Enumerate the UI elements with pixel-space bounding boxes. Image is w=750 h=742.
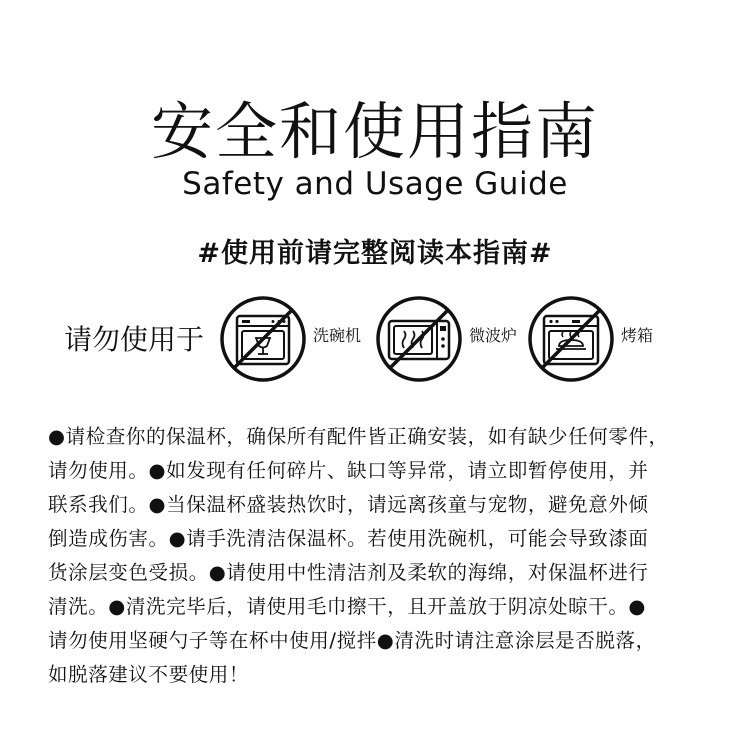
dishwasher-prohibited-icon — [218, 294, 308, 384]
oven-prohibited-icon — [526, 294, 616, 384]
instruction-line: ●请检查你的保温杯，确保所有配件皆正确安装，如有缺少任何零件， — [48, 425, 669, 448]
microwave-prohibited-icon — [374, 294, 464, 384]
appliance-label-microwave: 微波炉 — [469, 326, 518, 345]
instruction-line: 请勿使用。●如发现有任何碎片、缺口等异常，请立即暂停使用，并 — [48, 459, 649, 482]
do-not-use-section — [0, 294, 750, 384]
read-notice: #使用前请完整阅读本指南# — [197, 238, 553, 269]
page-subtitle: Safety and Usage Guide — [182, 166, 568, 202]
instruction-line: 清洗。●清洗完毕后，请使用毛巾擦干，且开盖放于阴凉处晾干。● — [48, 595, 647, 618]
instruction-line: 如脱落建议不要使用！ — [48, 663, 250, 686]
appliance-label-dishwasher: 洗碗机 — [313, 326, 362, 345]
instructions-text — [48, 420, 724, 692]
appliance-oven — [526, 294, 686, 384]
instruction-line: 货涂层变色受损。●请使用中性清洁剂及柔软的海绵，对保温杯进行 — [48, 561, 649, 584]
instruction-line: 倒造成伤害。●请手洗清洁保温杯。若使用洗碗机，可能会导致漆面 — [48, 527, 649, 550]
do-not-use-label: 请勿使用于 — [64, 323, 205, 356]
instruction-line: 请勿使用坚硬勺子等在杯中使用/搅拌●清洗时请注意涂层是否脱落， — [48, 629, 656, 652]
page-title: 安全和使用指南 — [150, 95, 599, 168]
instruction-line: 联系我们。●当保温杯盛装热饮时，请远离孩童与宠物，避免意外倾 — [48, 493, 649, 516]
appliance-label-oven: 烤箱 — [621, 326, 654, 345]
appliance-microwave — [374, 294, 534, 384]
appliance-dishwasher — [218, 294, 378, 384]
